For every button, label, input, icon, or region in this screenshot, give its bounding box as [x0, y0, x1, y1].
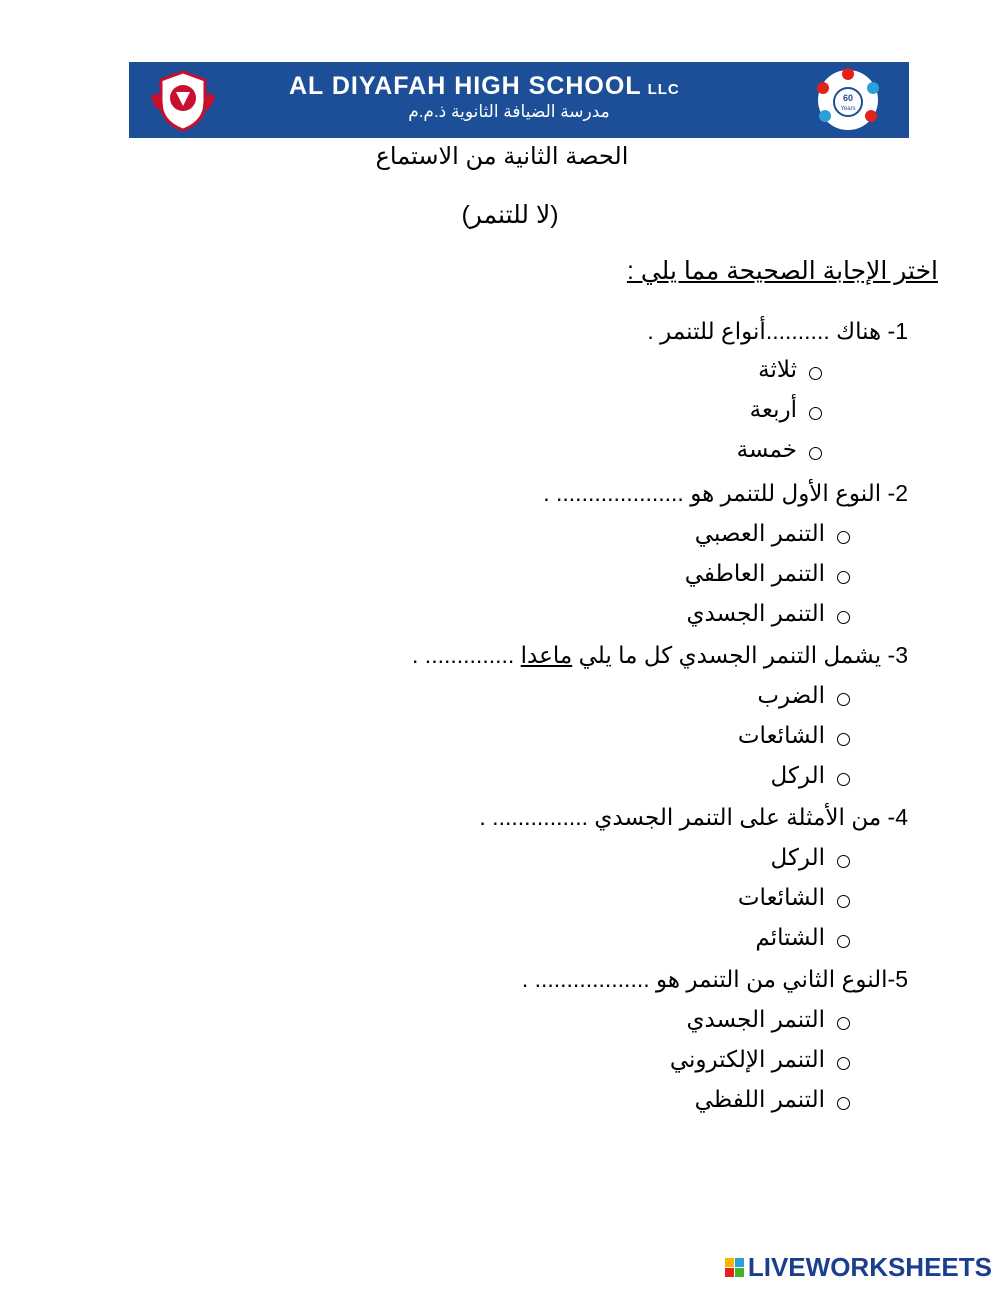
q3-option-3[interactable]: الركل [771, 762, 850, 789]
radio-circle-icon[interactable] [837, 611, 850, 624]
anniversary-logo [803, 66, 893, 134]
q3-option-2[interactable]: الشائعات [738, 722, 850, 749]
q5-option-1[interactable]: التنمر الجسدي [687, 1006, 851, 1033]
radio-circle-icon[interactable] [837, 773, 850, 786]
q2-option-1[interactable]: التنمر العصبي [695, 520, 850, 547]
radio-circle-icon[interactable] [837, 1057, 850, 1070]
radio-circle-icon[interactable] [837, 855, 850, 868]
school-crest-logo [143, 66, 223, 134]
q2-option-3[interactable]: التنمر الجسدي [687, 600, 851, 627]
q2-option-2[interactable]: التنمر العاطفي [685, 560, 850, 587]
q5-option-3[interactable]: التنمر اللفظي [695, 1086, 850, 1113]
radio-circle-icon[interactable] [837, 531, 850, 544]
q1-option-1[interactable]: ثلاثة [758, 356, 822, 383]
radio-circle-icon[interactable] [837, 693, 850, 706]
radio-circle-icon[interactable] [809, 447, 822, 460]
school-banner [129, 62, 909, 138]
q1-option-3[interactable]: خمسة [737, 436, 822, 463]
radio-circle-icon[interactable] [809, 407, 822, 420]
instruction: اختر الإجابة الصحيحة مما يلي : [626, 257, 938, 285]
underlined-word: ماعدا [520, 642, 573, 668]
liveworksheets-footer [725, 1252, 992, 1283]
school-name-english: AL DIYAFAH HIGH SCHOOL LLC [289, 72, 680, 100]
school-name-arabic: مدرسة الضيافة الثانوية ذ.م.م [408, 102, 610, 121]
question-3: 3- يشمل التنمر الجسدي كل ما يلي ماعدا .............. . [412, 642, 908, 668]
lesson-title: الحصة الثانية من الاستماع [375, 143, 629, 170]
q4-option-2[interactable]: الشائعات [738, 884, 850, 911]
radio-circle-icon[interactable] [837, 1097, 850, 1110]
q3-option-1[interactable]: الضرب [757, 682, 850, 709]
radio-circle-icon[interactable] [837, 733, 850, 746]
q4-option-1[interactable]: الركل [771, 844, 850, 871]
radio-circle-icon[interactable] [837, 571, 850, 584]
radio-circle-icon[interactable] [837, 1017, 850, 1030]
radio-circle-icon[interactable] [809, 367, 822, 380]
liveworksheets-brand: LIVEWORKSHEETS [747, 1252, 992, 1282]
question-2: 2- النوع الأول للتنمر هو .................... . [543, 480, 908, 506]
svg-text:60: 60 [842, 93, 854, 103]
q5-option-2[interactable]: التنمر الإلكتروني [670, 1046, 850, 1073]
q1-option-2[interactable]: أربعة [750, 396, 822, 423]
question-4: 4- من الأمثلة على التنمر الجسدي ............... . [479, 804, 908, 830]
lesson-subtitle: (لا للتنمر) [461, 201, 559, 229]
liveworksheets-logo-icon [725, 1258, 744, 1277]
radio-circle-icon[interactable] [837, 895, 850, 908]
svg-text:Years: Years [840, 106, 856, 112]
q4-option-3[interactable]: الشتائم [755, 924, 850, 951]
question-1: 1- هناك ..........أنواع للتنمر . [647, 318, 908, 344]
question-5: 5-النوع الثاني من التنمر هو .................. . [521, 966, 908, 992]
radio-circle-icon[interactable] [837, 935, 850, 948]
